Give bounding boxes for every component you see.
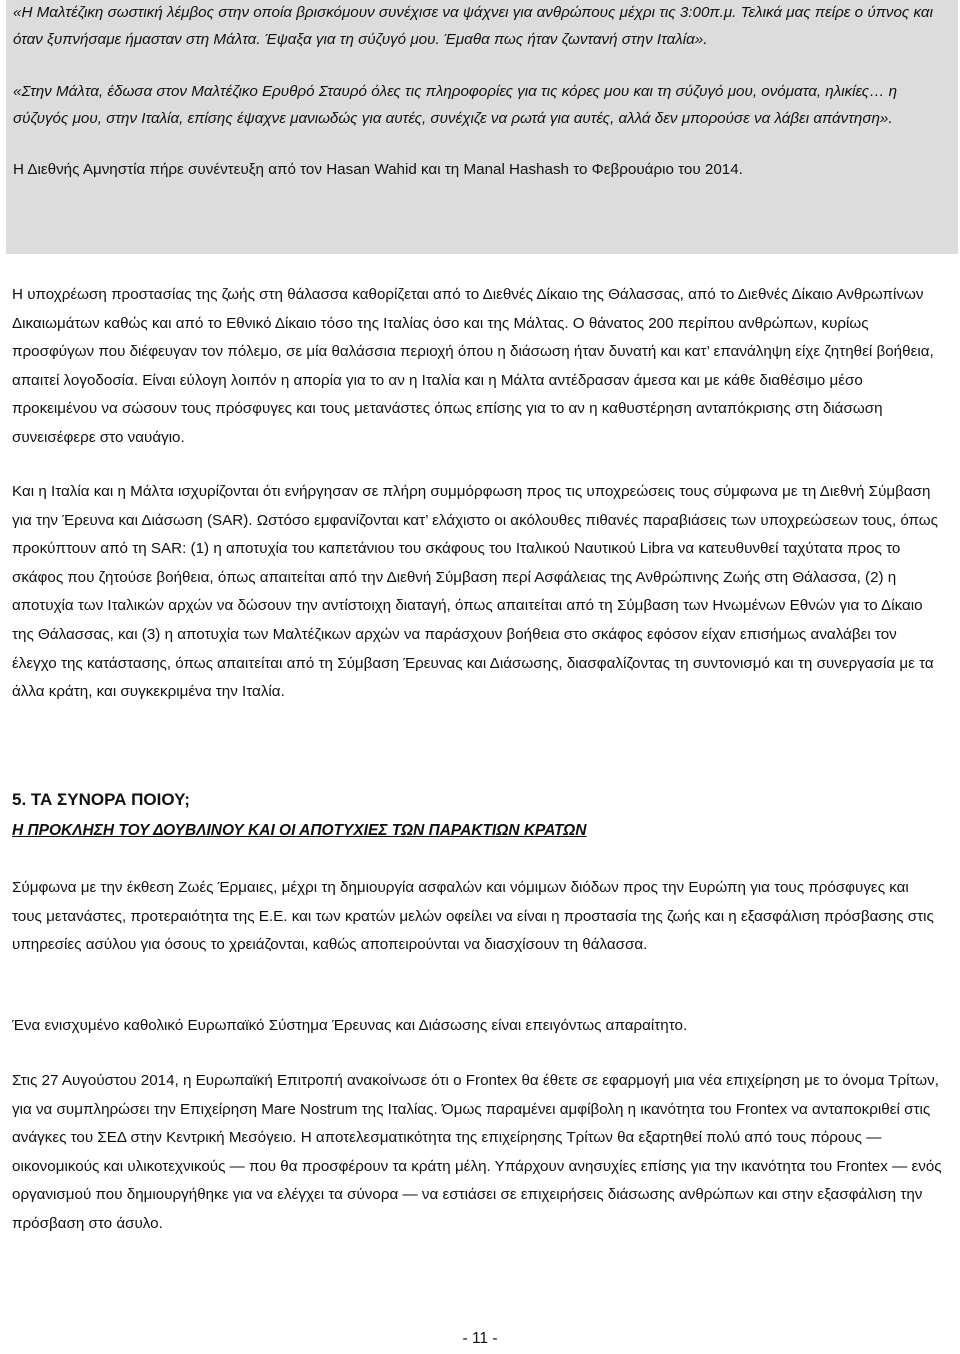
section-subheading: Η ΠΡΟΚΛΗΣΗ ΤΟΥ ΔΟΥΒΛΙΝΟΥ ΚΑΙ ΟΙ ΑΠΟΤΥΧΙΕΣ ΤΩΝ ΠΑΡΑΚΤΙΩΝ ΚΡΑΤΩΝ bbox=[12, 822, 587, 839]
paragraph-european-sar: Ένα ενισχυμένο καθολικό Ευρωπαϊκό Σύστημα Έρευνας και Διάσωσης είναι επειγόντως απαραίτητο. bbox=[12, 1017, 688, 1034]
section-heading: 5. ΤΑ ΣΥΝΟΡΑ ΠΟΙΟΥ; bbox=[12, 790, 190, 809]
testimony-quote-1: «Η Μαλτέζικη σωστική λέμβος στην οποία βρισκόμουν συνέχισε να ψάχνει για ανθρώπους μέχρι τις 3:00π.μ. Τελικά μας πείρε ο ύπνος και όταν ξυπνήσαμε ήμασταν στη Μάλτα. Έψαξα για τη σύζυγό μου. Έμαθα πως ήταν ζωντανή στην Ιταλία». bbox=[13, 4, 933, 48]
paragraph-frontex-triton: Στις 27 Αυγούστου 2014, η Ευρωπαϊκή Επιτροπή ανακοίνωσε ότι ο Frontex θα έθετε σε εφαρμογή μια νέα επιχείρηση με το όνομα Τρίτων, για να συμπληρώσει την Επιχείρηση Mare Nostrum της Ιταλίας. Όμως παραμένει αμφίβολη η ικανότητα του Frontex να ανταποκριθεί στις ανάγκες του ΣΕΔ στην Κεντρική Μεσόγειο. Η αποτελεσματικότητα της επιχείρησης Τρίτων θα εξαρτηθεί πολύ από τους πόρους — οικονομικούς και υλικοτεχνικούς — που θα προσφέρουν τα κράτη μέλη. Υπάρχουν ανησυχίες επίσης για την ικανότητα του Frontex — ενός οργανισμού που δημιουργήθηκε για να ελέγχει τα σύνορα — να εστιάσει σε επιχειρήσεις διάσωσης ανθρώπων και στην εξασφάλιση την πρόσβαση στο άσυλο. bbox=[12, 1072, 942, 1232]
page-number: - 11 - bbox=[462, 1330, 498, 1347]
paragraph-report-findings: Σύμφωνα με την έκθεση Ζωές Έρμαιες, μέχρι τη δημιουργία ασφαλών και νόμιμων διόδων προς την Ευρώπη για τους πρόσφυγες και τους μετανάστες, προτεραιότητα της Ε.Ε. και των κρατών μελών οφείλει να είναι η προστασία της ζωής και η εξασφάλιση πρόσβασης στις υπηρεσίες ασύλου για όσους το χρειάζονται, καθώς αποπειρούνται να διασχίσουν τη θάλασσα. bbox=[12, 879, 934, 954]
paragraph-legal-obligation: Η υποχρέωση προστασίας της ζωής στη θάλασσα καθορίζεται από το Διεθνές Δίκαιο της Θάλασσας, από το Διεθνές Δίκαιο Ανθρωπίνων Δικαιωμάτων καθώς και από το Εθνικό Δίκαιο τόσο της Ιταλίας όσο και της Μάλτας. Ο θάνατος 200 περίπου ανθρώπων, κυρίως προσφύγων που διέφευγαν τον πόλεμο, σε μία θαλάσσια περιοχή όπου η διάσωση ήταν δυνατή και κατ’ επανάληψη είχε ζητηθεί βοήθεια, απαιτεί λογοδοσία. Είναι εύλογη λοιπόν η απορία για το αν η Ιταλία και η Μάλτα αντέδρασαν άμεσα και με κάθε διαθέσιμο μέσο προκειμένου να σώσουν τους πρόσφυγες και τους μετανάστες όπως επίσης για το αν η καθυστέρηση ανταπόκρισης στη διάσωση συνεισέφερε στο ναυάγιο. bbox=[12, 286, 934, 446]
testimony-box bbox=[6, 0, 958, 254]
paragraph-sar-violations: Και η Ιταλία και η Μάλτα ισχυρίζονται ότι ενήργησαν σε πλήρη συμμόρφωση προς τις υποχρεώσεις τους σύμφωνα με τη Διεθνή Σύμβαση για την Έρευνα και Διάσωση (SAR). Ωστόσο εμφανίζονται κατ’ ελάχιστο οι ακόλουθες πιθανές παραβιάσεις των υποχρεώσεων τους, όπως προκύπτουν από τη SAR: (1) η αποτυχία του καπετάνιου του σκάφους του Ιταλικού Ναυτικού Libra να κατευθυνθεί ταχύτατα προς το σκάφος που ζητούσε βοήθεια, όπως απαιτείται από την Διεθνή Σύμβαση περί Ασφάλειας της Ανθρώπινης Ζωής στη Θάλασσα, (2) η αποτυχία των Ιταλικών αρχών να δώσουν την αντίστοιχη διαταγή, όπως απαιτείται από τη Σύμβαση των Ηνωμένων Εθνών για το Δίκαιο της Θάλασσας, και (3) η αποτυχία των Μαλτέζικων αρχών να παράσχουν βοήθεια στο σκάφος εφόσον είχαν επισήμως αναλάβει τον έλεγχο της κατάστασης, όπως απαιτείται από τη Σύμβαση Έρευνας και Διάσωσης, διασφαλίζοντας τη συντονισμό και τη συνεργασία με τα άλλα κράτη, και συγκεκριμένα την Ιταλία. bbox=[12, 483, 938, 701]
testimony-quote-2: «Στην Μάλτα, έδωσα στον Μαλτέζικο Ερυθρό Σταυρό όλες τις πληροφορίες για τις κόρες μου και τη σύζυγό μου, ονόματα, ηλικίες… η σύζυγός μου, στην Ιταλία, επίσης έψαχνε μανιωδώς για αυτές, συνέχιζε να ρωτά για αυτές, αλλά δεν μπορούσε να λάβει απάντηση». bbox=[13, 83, 898, 127]
interview-source-note: Η Διεθνής Αμνηστία πήρε συνέντευξη από τον Hasan Wahid και τη Manal Hashash το Φεβρουάριο του 2014. bbox=[13, 161, 743, 178]
